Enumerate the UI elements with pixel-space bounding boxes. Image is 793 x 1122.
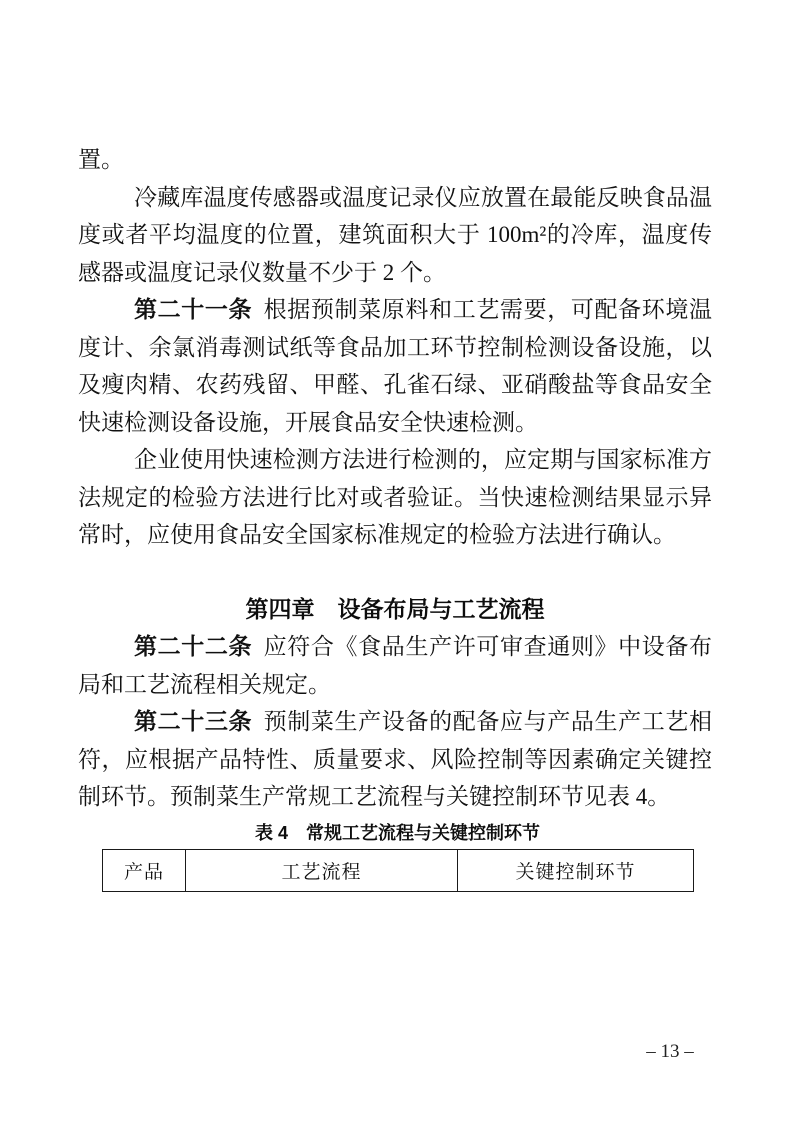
paragraph-article-23 [78, 703, 712, 816]
article-22-text: 应符合《食品生产许可审查通则》中设备布局和工艺流程相关规定。 [78, 634, 713, 697]
paragraph-continuation [78, 141, 712, 179]
article-21-text: 根据预制菜原料和工艺需要，可配备环境温度计、余氯消毒测试纸等食品加工环节控制检测设备设施，以及瘦肉精、农药残留、甲醛、孔雀石绿、亚硝酸盐等食品安全快速检测设备设施，开展食品安全快速检测。 [78, 297, 713, 435]
table-header-process: 工艺流程 [186, 849, 458, 891]
article-23-text: 预制菜生产设备的配备应与产品生产工艺相符，应根据产品特性、质量要求、风险控制等因素确定关键控制环节。预制菜生产常规工艺流程与关键控制环节见表 4。 [78, 709, 713, 809]
paragraph-text: 冷藏库温度传感器或温度记录仪应放置在最能反映食品温度或者平均温度的位置，建筑面积大于 100m²的冷库，温度传感器或温度记录仪数量不少于 2 个。 [78, 184, 712, 285]
paragraph-article-22 [78, 628, 712, 703]
paragraph-text: 企业使用快速检测方法进行检测的，应定期与国家标准方法规定的检验方法进行比对或者验证。当快速检测结果显示异常时，应使用食品安全国家标准规定的检验方法进行确认。 [78, 447, 712, 547]
table-4-caption: 表 4 常规工艺流程与关键控制环节 [254, 822, 540, 843]
table-header-row [103, 849, 694, 891]
chapter-4-heading: 第四章 设备布局与工艺流程 [245, 595, 545, 622]
paragraph-rapid-test [78, 441, 712, 554]
page-number: – 13 – [646, 1041, 694, 1062]
paragraph-text: 置。 [78, 147, 124, 172]
table-4 [102, 849, 694, 892]
table-header-product: 产品 [103, 849, 186, 891]
article-23-number: 第二十三条 [134, 708, 253, 734]
article-22-number: 第二十二条 [134, 633, 253, 659]
article-21-number: 第二十一条 [134, 296, 253, 322]
table-header-control: 关键控制环节 [458, 849, 694, 891]
paragraph-cold-storage [78, 179, 712, 292]
paragraph-article-21 [78, 291, 712, 441]
document-content [78, 141, 712, 892]
